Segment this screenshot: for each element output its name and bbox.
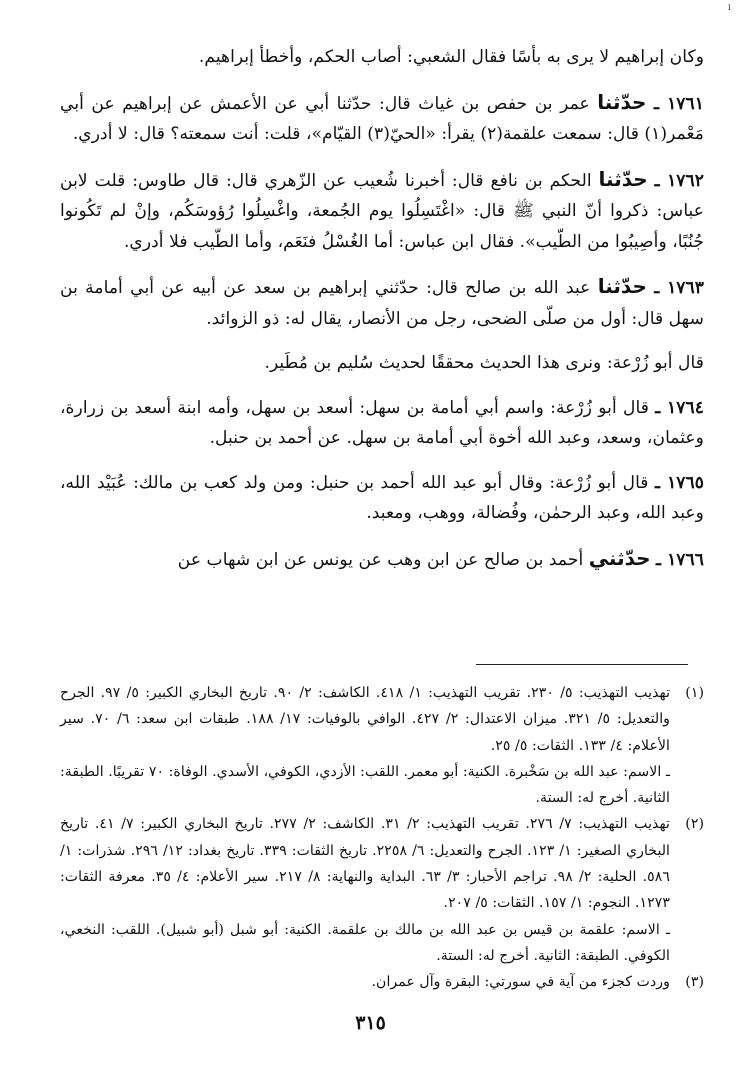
hadith-number: ١٧٦١ ـ <box>653 93 705 114</box>
intro-paragraph: وكان إبراهيم لا يرى به بأسًا فقال الشعبي: أصاب الحكم، وأخطأ إبراهيم. <box>198 47 704 67</box>
footnote-2 <box>60 811 704 969</box>
footnote-separator <box>476 664 688 665</box>
hadith-1764 <box>60 393 704 454</box>
hadith-text-line: عبد الله بن صالح قال: حدّثني إبراهيم بن سعد عن أبيه عن أبي <box>130 278 591 298</box>
hadith-1765 <box>60 468 704 529</box>
hadith-number: ١٧٦٥ ـ <box>655 472 704 493</box>
footnote-mark: (٣) <box>685 974 704 991</box>
hadith-text-line: قال أبو زُرْعة: واسم أبي أمامة بن سهل: أسعد بن سهل، وأمه ابنة أسعد بن <box>110 397 649 418</box>
hadith-lead-word: حدّثنا <box>598 166 648 191</box>
hadith-1766 <box>60 543 704 576</box>
hadith-lead-word: حدّثنا <box>597 274 647 298</box>
corner-mark: ı <box>727 2 731 13</box>
footnote-3 <box>60 969 704 995</box>
hadith-number: ١٧٦٤ ـ <box>655 397 704 418</box>
page-number: ٣١٥ <box>355 1012 386 1034</box>
hadith-number: ١٧٦٦ ـ <box>656 549 704 570</box>
footnote-body: وردت كجزء من آية في سورتي: البقرة وآل عمران. <box>371 974 670 991</box>
hadith-lead-word: حدّثني <box>588 545 651 570</box>
hadith-text-line: زرارة، وعثمان، وسعد، وعبد الله أخوة أبي أمامة بن سهل. عن أحمد بن حنبل. <box>60 397 704 448</box>
hadith-text-line: قال أبو زُرْعة: وقال أبو عبد الله أحمد بن حنبل: ومن ولد كعب بن مالك: <box>133 472 649 493</box>
hadith-text-line: لم تَكُونوا جُنُبًا، وأصِيبُوا من الطّيب». فقال ابن عباس: أما الغُسْلُ فنَعَم، وأما الطّيب فلا <box>60 201 704 252</box>
hadith-text-line: عُبَيْد الله، وعبد الله، وعبد الرحمٰن، وفُضالة، ووهب، ومعبد. <box>60 472 704 523</box>
footnote-mark: (١) <box>685 685 704 701</box>
footnote-body: تهذيب التهذيب: ٧/ ٢٧٦. تقريب التهذيب: ٢/ ٣١. الكاشف: ٢/ ٢٧٧. تاريخ البخاري الكبير: ٧/ ٤١. تاريخ البخاري الصغير: ١/ ١٢٣. الجرح والتعديل: ٦/ ٢٢٥٨. تاريخ الثقات: ٣٣٩. تاريخ بغداد: ١٢/ ٢٩٦. شذرات: ١/ ٥٨٦. الحلية: ٢/ ٩٨. تراجم الأحبار: ٣/ ٦٣. البداية والنهاية: ٨/ ٢١٧. سير الأعلام: ٤/ ٣٥. معرفة الثقات: ١٢٧٣. النجوم: ١/ ١٥٧. الثقات: ٥/ ٢٠٧. ـ الاسم: علقمة بن قيس بن عبد الله بن مالك بن علقمة. الكنية: أبو شبل (أبو شبيل). اللقب: النخعي، الكوفي. الطبقة: الثانية. أخرج له: الستة. <box>60 816 670 964</box>
hadith-text-line: الحكم بن نافع قال: أخبرنا شُعيب عن الزّهري قال: قال طاوس: <box>132 170 592 191</box>
hadith-number: ١٧٦٣ ـ <box>654 278 704 298</box>
hadith-lead-word: حدّثنا <box>597 89 647 114</box>
hadith-text-line: أدري. <box>123 231 164 252</box>
hadith-text-line: عن أبي مَعْمر(١) قال: سمعت علقمة(٢) يقرأ: «الحيّ(٣) القيّام»، قلت: أنت سمعته؟ قال: <box>60 93 704 144</box>
hadith-1762 <box>60 164 704 258</box>
hadith-text-line: قلت لابن عباس: ذكروا أنّ النبي ﷺ قال: «اغْتَسِلُوا يوم الجُمعة، واغْسِلُوا رُؤوسَكُم، وإنْ <box>60 170 704 221</box>
hadith-1761 <box>60 87 704 150</box>
footnote-1 <box>60 680 704 811</box>
footnote-mark: (٢) <box>685 816 704 833</box>
hadith-text-line: عمر بن حفص بن غياث قال: حدّثنا أبي عن الأعمش عن إبراهيم <box>122 93 590 114</box>
main-text <box>60 42 704 575</box>
hadith-text-line: أحمد بن صالح عن ابن وهب عن يونس عن ابن شهاب عن <box>177 549 584 570</box>
footnote-body: تهذيب التهذيب: ٥/ ٢٣٠. تقريب التهذيب: ١/ ٤١٨. الكاشف: ٢/ ٩٠. تاريخ البخاري الكبير: ٥/ ٩٧. الجرح والتعديل: ٥/ ٣٢١. ميزان الاعتدال: ٢/ ٤٢٧. الوافي بالوفيات: ١٧/ ١٨٨. طبقات ابن سعد: ٦/ ٧٠. سير الأعلام: ٤/ ١٣٣. الثقات: ٥/ ٢٥. ـ الاسم: عبد الله بن سَخْبرة. الكنية: أبو معمر. اللقب: الأزدي، الكوفي، الأسدي. الوفاة: ٧٠ تقريبًا. الطبقة: الثانية. أخرج له: الستة. <box>60 685 671 807</box>
footnotes <box>60 680 704 996</box>
hadith-text-line: لا أدري. <box>72 124 128 144</box>
abu-zura-note: قال أبو زُرْعة: ونرى هذا الحديث محققًا لحديث سُليم بن مُطَير. <box>264 353 704 373</box>
hadith-text-line: أمامة بن سهل قال: أول من صلّى الضحى، رجل من الأنصار، يقال له: ذو الزوائد. <box>60 278 704 329</box>
hadith-1763 <box>60 271 704 334</box>
hadith-number: ١٧٦٢ ـ <box>654 170 705 191</box>
